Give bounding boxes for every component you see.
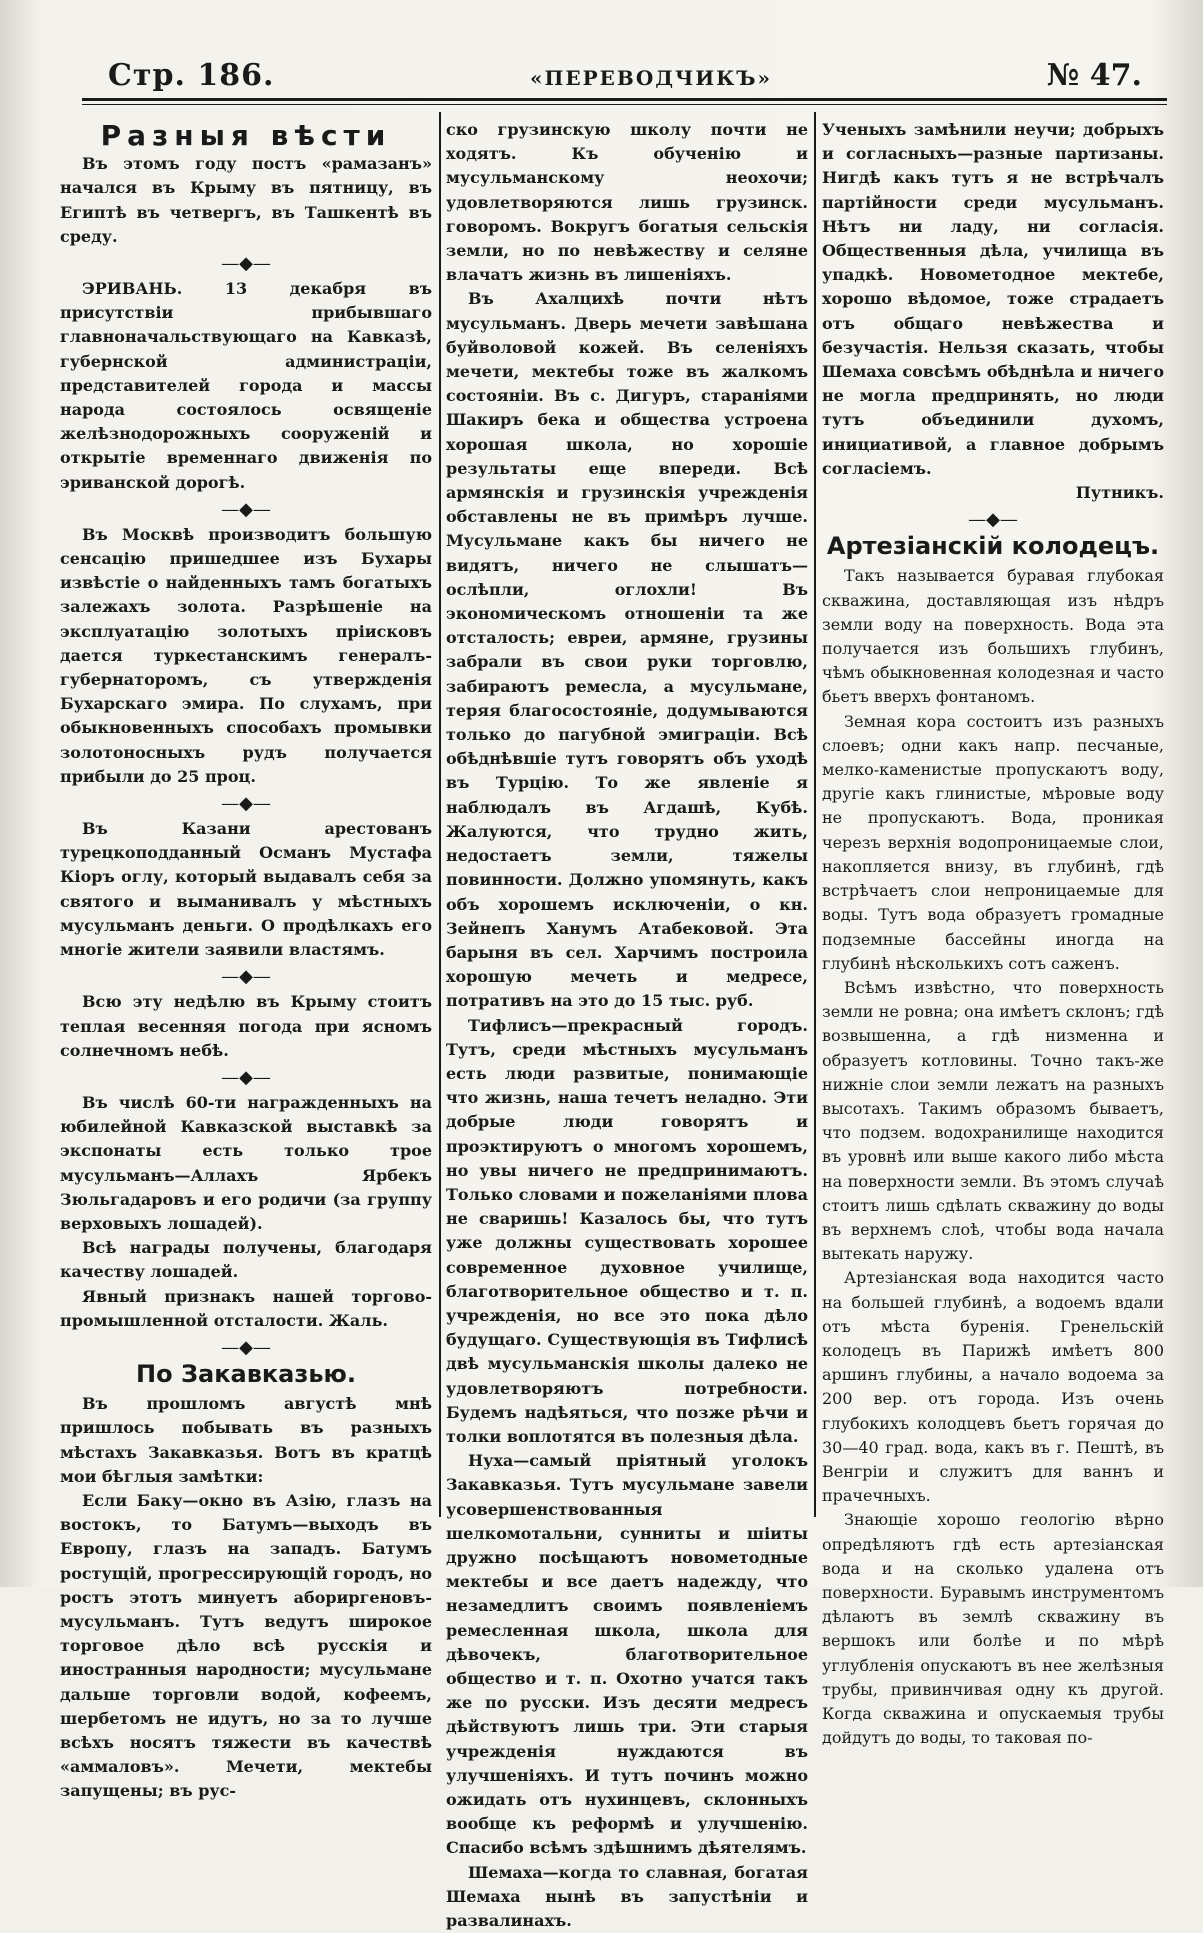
ornament-divider [60,792,432,814]
article-paragraph: Въ Ахалцихѣ почти нѣтъ мусульманъ. Дверь мечети завѣшана буйволовой кожей. Въ селеніяхъ мечети, мектебы тоже въ жалкомъ состояніи. Въ с. Дигуръ, стараніями Шакиръ бека и общества устроена хорошая школа, но хорошіе результаты еще впереди. Всѣ армянскія и грузинскія учрежденія обставлены не въ примѣръ лучше. Мусульмане какъ бы ничего не видятъ, ничего не слышатъ—ослѣпли, оглохли! Въ экономическомъ отношеніи та же отсталость; евреи, армяне, грузины забрали въ свои руки торговлю, забираютъ ремесла, а мусульмане, теряя благосостояніе, додумываются только до пагубной эмиграціи. Всѣ обѣднѣвшіе тутъ говорятъ объ уходѣ въ Турцію. То же явленіе я наблюдалъ въ Агдашѣ, Кубѣ. Жалуются, что трудно жить, недостаетъ земли, тяжелы повинности. Должно упомянуть, какъ объ хорошемъ исключеніи, о кн. Зейнепъ Ханумъ Атабековой. Эта барыня въ сел. Харчимъ построила хорошую мечеть и медресе, потративъ на это до 15 тыс. руб. [446,289,808,1011]
ornament-icon: —◆— [221,793,271,815]
column-1 [60,118,432,1804]
article-paragraph: Ученыхъ замѣнили неучи; добрыхъ и согласныхъ—разные партизаны. Нигдѣ какъ тутъ я не встрѣчалъ партійности среди мусульманъ. Нѣтъ ни ладу, ни согласія. Общественныя дѣла, училища въ упадкѣ. Новометодное мектебе, хорошо вѣдомое, тоже страдаетъ отъ общаго невѣжества и безучастія. Нельзя сказать, чтобы Шемаха совсѣмъ обѣднѣла и ничего не могла предпринять, но люди тутъ объединили духомъ, инициативой, а главное добрымъ согласіемъ. [822,120,1164,478]
newspaper-title: «ПЕРЕВОДЧИКЪ» [530,66,773,90]
section-heading-transcaucasia: По Закавказью. [136,1359,356,1388]
ornament-divider [822,508,1164,530]
article-paragraph: Такъ называется буравая глубокая скважина, доставляющая изъ нѣдръ земли воду на поверхность. Вода эта получается изъ большихъ глубинъ, чѣмъ обыкновенная колодезная и часто бьетъ вверхъ фонтаномъ. [822,566,1164,707]
article-paragraph: Въ прошломъ августѣ мнѣ пришлось побывать въ разныхъ мѣстахъ Закавказья. Вотъ въ кратцѣ мои бѣглыя замѣтки: [60,1394,432,1486]
article-paragraph: Въ числѣ 60-ти награжденныхъ на юбилейной Кавказской выставкѣ за экспонаты есть только трое мусульманъ—Аллахъ Ярбекъ Зюльгадаровъ и его родичи (за группу верховыхъ лошадей). [60,1092,432,1233]
article-paragraph: Шемаха—когда то славная, богатая Шемаха нынѣ въ запустѣніи и развалинахъ. [446,1862,808,1931]
article-paragraph: Явный признакъ нашей торгово-промышленной отсталости. Жаль. [60,1286,432,1330]
article-signature: Путникъ. [1075,483,1164,503]
page-header [100,58,1160,98]
article-paragraph: Въ этомъ году постъ «рамазанъ» начался въ Крыму въ пятницу, въ Египтѣ въ четвергъ, въ Ташкентѣ въ среду. [60,154,432,246]
article-paragraph: Если Баку—окно въ Азію, глазъ на востокъ, то Батумъ—выходъ въ Европу, глазъ на западъ. Батумъ ростущій, прогрессирующій городъ, но ростъ этотъ минуетъ абориргеновъ-мусульманъ. Тутъ ведутъ широкое торговое дѣло всѣ русскія и иностранныя народности; мусульмане дальше торговли водой, кофеемъ, шербетомъ не идутъ, но за то лучше всѣхъ носятъ тяжести въ качествѣ «аммаловъ». Мечети, мектебы запущены; въ рус- [60,1490,432,1801]
ornament-icon: —◆— [221,1066,271,1088]
ornament-icon: —◆— [221,253,271,275]
column-2 [446,118,808,1933]
article-paragraph: ЭРИВАНЬ. 13 декабря въ присутствіи прибывшаго главноначальствующаго на Кавказѣ, губернской администраціи, представителей города и массы народа состоялось освященіе желѣзнодорожныхъ сооруженій и открытіе временнаго движенія по эриванской дорогѣ. [60,279,432,492]
page-number: Стр. 186. [108,58,275,93]
ornament-icon: —◆— [221,498,271,520]
header-rule-thin [82,104,1167,105]
article-paragraph: Тифлисъ—прекрасный городъ. Тутъ, среди мѣстныхъ мусульманъ есть люди развитые, понимающіе что жизнь, наша течетъ неладно. Эти добрые люди говорятъ и проэктируютъ о многомъ хорошемъ, но увы ничего не предпринимаютъ. Только словами и пожеланіями плова не сваришь! Казалось бы, что тутъ уже должны существовать хорошее современное духовное училище, благотворительное общество и т. п. учрежденія, но все это пока дѣло будущаго. Существующія въ Тифлисѣ двѣ мусульманскія школы далеко не удовлетворяютъ потребности. Будемъ надѣяться, что позже рѣчи и толки воплотятся въ полезныя дѣла. [446,1015,808,1446]
section-heading-artesian-well: Артезіанскій колодецъ. [826,532,1160,561]
article-paragraph: Въ Москвѣ производитъ большую сенсацію пришедшее изъ Бухары извѣстіе о найденныхъ тамъ богатыхъ залежахъ золота. Разрѣшеніе на эксплуатацію золотыхъ пріисковъ дается туркестанскимъ генералъ-губернаторомъ, съ утвержденія Бухарскаго эмира. По слухамъ, при обыкновенныхъ способахъ промывки золотоносныхъ рудъ получается прибыли до 25 проц. [60,524,432,786]
article-paragraph: Земная кора состоитъ изъ разныхъ слоевъ; одни какъ напр. песчаные, мелко-каменистые пропускаютъ воду, другіе какъ глинистые, мѣровые воду не пропускаютъ. Вода, проникая черезъ верхнія водопроницаемые слои, накопляется внизу, въ глубинѣ, гдѣ встрѣчаетъ слои непроницаемые для воды. Тутъ вода образуетъ громадные подземные бассейны иногда на глубинѣ нѣсколькихъ сотъ саженъ. [822,711,1164,973]
header-rule [82,98,1167,101]
article-paragraph: Нуха—самый пріятный уголокъ Закавказья. Тутъ мусульмане завели усовершенствованныя шелкомотальни, сунниты и шіиты дружно посѣщаютъ новометодные мектебы и все даетъ надежду, что незамедлитъ своимъ появленіемъ ремесленная школа, школа для дѣвочекъ, благотворительное общество и т. п. Охотно учатся такъ же по русски. Изъ десяти медресъ дѣйствуютъ лишь три. Эти старыя учрежденія нуждаются въ улучшеніяхъ. И тутъ починъ можно ожидать отъ нухинцевъ, склонныхъ вообще къ реформѣ и улучшенію. Спасибо всѣмъ здѣшнимъ дѣятелямъ. [446,1451,808,1858]
ornament-divider [60,252,432,274]
issue-number: № 47. [1046,58,1142,93]
ornament-icon: —◆— [221,1336,271,1358]
ornament-divider [60,965,432,987]
section-heading-news: Разныя вѣсти [100,119,392,152]
ornament-icon: —◆— [968,509,1018,531]
article-paragraph: Артезіанская вода находится часто на большей глубинѣ, а водоемъ вдали отъ мѣста буренія. Гренельскій колодецъ въ Парижѣ имѣетъ 800 аршинъ глубины, а начало водоема за 200 вер. отъ города. Изъ очень глубокихъ колодцевъ бьетъ горячая до 30—40 град. вода, какъ въ г. Пештѣ, въ Венгріи и служитъ для ваннъ и прачечныхъ. [822,1268,1164,1506]
article-paragraph: Всю эту недѣлю въ Крыму стоитъ теплая весенняя погода при ясномъ солнечномъ небѣ. [60,992,432,1060]
ornament-divider [60,498,432,520]
article-paragraph: ско грузинскую школу почти не ходятъ. Къ обученію и мусульманскому неохочи; удовлетворяются лишь грузинск. говоромъ. Вокругъ богатыя сельскія земли, но по невѣжеству и селяне влачатъ жизнь въ лишеніяхъ. [446,120,808,285]
article-paragraph: Всѣ награды получены, благодаря качеству лошадей. [60,1238,432,1282]
ornament-icon: —◆— [221,966,271,988]
column-3 [822,118,1164,1750]
ornament-divider [60,1336,432,1358]
article-paragraph: Въ Казани арестованъ турецкоподданный Османъ Мустафа Кіоръ оглу, который выдавалъ себя за святого и выманивалъ у мѣстныхъ мусульманъ деньги. О продѣлкахъ его многіе жители заявили властямъ. [60,819,432,960]
article-paragraph: Знающіе хорошо геологію вѣрно опредѣляютъ гдѣ есть артезіанская вода и на сколько удалена отъ поверхности. Буравымъ инструментомъ дѣлаютъ въ землѣ скважину въ вершокъ или болѣе и по мѣрѣ углубленія опускаютъ въ нее желѣзныя трубы, привинчивая одну къ другой. Когда скважина и опускаемыя трубы дойдутъ до воды, то таковая по- [822,1510,1164,1748]
column-divider-1 [439,112,441,1517]
column-divider-2 [814,112,816,1517]
ornament-divider [60,1066,432,1088]
article-paragraph: Всѣмъ извѣстно, что поверхность земли не ровна; она имѣетъ склонъ; гдѣ возвышенна, а гдѣ низменна и образуетъ котловины. Точно такъ-же нижніе слои земли лежатъ на разныхъ высотахъ. Такимъ образомъ бываетъ, что подзем. водохранилище находится въ уровнѣ или выше какого либо мѣста на поверхности земли. Въ этомъ случаѣ стоитъ лишь сдѣлать скважину до воды въ верхнемъ слоѣ, чтобы вода начала вытекать наружу. [822,977,1164,1264]
